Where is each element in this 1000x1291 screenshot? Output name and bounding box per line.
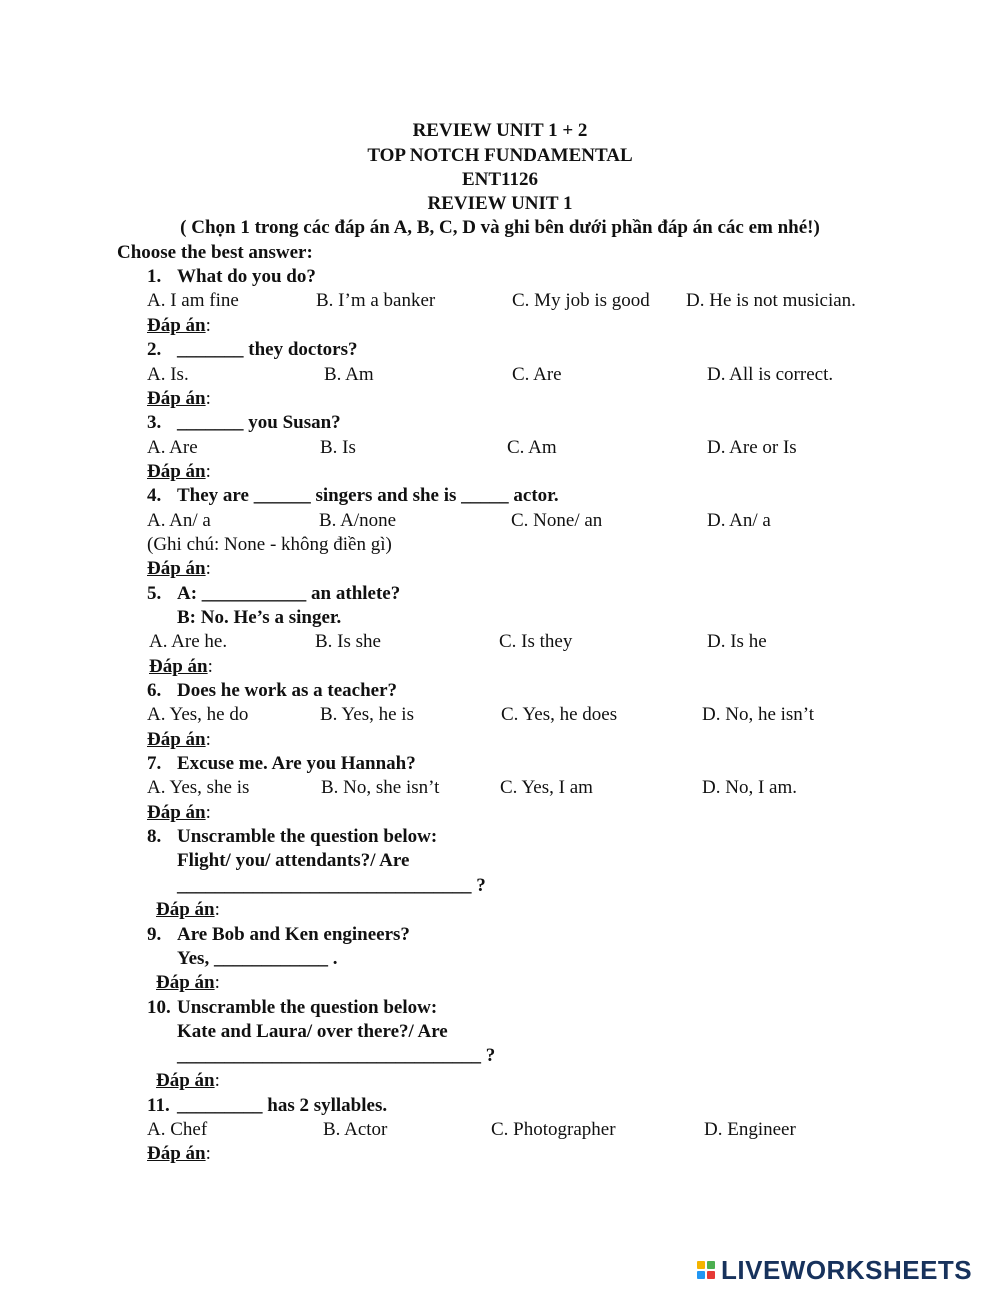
option-c: C. Yes, he does xyxy=(501,704,618,725)
answer-row xyxy=(147,803,211,822)
option-d: D. Are or Is xyxy=(707,437,797,458)
answer-row xyxy=(147,462,211,481)
option-d: D. He is not musician. xyxy=(686,290,856,311)
answer-colon: : xyxy=(214,1070,220,1091)
answer-label: Đáp án xyxy=(156,899,215,920)
answer-colon: : xyxy=(205,315,211,336)
question-number: 6. xyxy=(147,680,162,701)
option-c: C. Am xyxy=(507,437,557,458)
question-text: Does he work as a teacher? xyxy=(177,680,398,701)
answer-row xyxy=(147,389,211,408)
answer-label: Đáp án xyxy=(147,558,206,579)
question-text: _______ you Susan? xyxy=(177,412,341,433)
title-review-unit-1-2: REVIEW UNIT 1 + 2 xyxy=(412,120,588,141)
question-number: 1. xyxy=(147,266,162,287)
answer-colon: : xyxy=(214,899,220,920)
answer-label: Đáp án xyxy=(147,1143,206,1164)
question-number: 4. xyxy=(147,485,162,506)
answer-row xyxy=(149,657,213,676)
question-text: Are Bob and Ken engineers? xyxy=(177,924,410,945)
answer-blank-line: _______________________________ ? xyxy=(177,875,486,896)
choose-best-answer: Choose the best answer: xyxy=(117,242,313,263)
option-c: C. My job is good xyxy=(512,290,650,311)
option-c: C. Are xyxy=(512,364,562,385)
option-d: D. All is correct. xyxy=(707,364,834,385)
question-number: 3. xyxy=(147,412,162,433)
option-b: B. Am xyxy=(324,364,374,385)
option-a: A. I am fine xyxy=(147,290,239,311)
title-review-unit-1: REVIEW UNIT 1 xyxy=(427,193,573,214)
option-a: A. Yes, he do xyxy=(147,704,249,725)
logo-text: LIVEWORKSHEETS xyxy=(721,1254,973,1285)
question-number: 5. xyxy=(147,583,162,604)
question-number: 2. xyxy=(147,339,162,360)
question-text: A: ___________ an athlete? xyxy=(177,583,401,604)
answer-colon: : xyxy=(205,558,211,579)
answer-row xyxy=(147,559,211,578)
option-d: D. No, he isn’t xyxy=(702,704,815,725)
answer-colon: : xyxy=(205,461,211,482)
logo-block xyxy=(697,1261,705,1269)
option-c: C. Is they xyxy=(499,631,573,652)
answer-label: Đáp án xyxy=(156,972,215,993)
option-c: C. Photographer xyxy=(491,1119,616,1140)
option-b: B. Actor xyxy=(323,1119,388,1140)
note-text: (Ghi chú: None - không điền gì) xyxy=(147,534,392,555)
question-text: _______ they doctors? xyxy=(177,339,358,360)
question-text: What do you do? xyxy=(177,266,316,287)
answer-row xyxy=(147,316,211,335)
question-number: 7. xyxy=(147,753,162,774)
answer-blank-line: ________________________________ ? xyxy=(177,1045,496,1066)
answer-colon: : xyxy=(207,656,213,677)
answer-label: Đáp án xyxy=(147,802,206,823)
answer-row xyxy=(156,900,220,919)
option-a: A. Yes, she is xyxy=(147,777,250,798)
question-text: Excuse me. Are you Hannah? xyxy=(177,753,416,774)
question-text-line2: Flight/ you/ attendants?/ Are xyxy=(177,850,410,871)
answer-row xyxy=(156,1071,220,1090)
option-d: D. An/ a xyxy=(707,510,771,531)
option-d: D. Engineer xyxy=(704,1119,796,1140)
answer-row xyxy=(147,1144,211,1163)
option-a: A. Are he. xyxy=(149,631,228,652)
option-a: A. Chef xyxy=(147,1119,208,1140)
question-number: 11. xyxy=(147,1095,170,1116)
question-text: They are ______ singers and she is _____ actor. xyxy=(177,485,559,506)
question-text-line2: Yes, ____________ . xyxy=(177,948,338,969)
answer-colon: : xyxy=(205,802,211,823)
answer-label: Đáp án xyxy=(147,315,206,336)
option-b: B. Is she xyxy=(315,631,381,652)
question-text-line2: Kate and Laura/ over there?/ Are xyxy=(177,1021,448,1042)
option-b: B. Is xyxy=(320,437,356,458)
option-a: A. An/ a xyxy=(147,510,211,531)
option-b: B. I’m a banker xyxy=(316,290,436,311)
logo-block xyxy=(707,1271,715,1279)
answer-colon: : xyxy=(205,1143,211,1164)
title-course-code: ENT1126 xyxy=(461,169,539,190)
question-text: Unscramble the question below: xyxy=(177,997,438,1018)
option-d: D. No, I am. xyxy=(702,777,797,798)
answer-colon: : xyxy=(214,972,220,993)
option-b: B. A/none xyxy=(319,510,397,531)
logo-block xyxy=(707,1261,715,1269)
answer-row xyxy=(147,730,211,749)
logo-block xyxy=(697,1271,705,1279)
option-c: C. Yes, I am xyxy=(500,777,593,798)
question-text: Unscramble the question below: xyxy=(177,826,438,847)
logo-blocks-icon xyxy=(697,1261,715,1279)
answer-colon: : xyxy=(205,729,211,750)
option-a: A. Are xyxy=(147,437,198,458)
option-c: C. None/ an xyxy=(511,510,603,531)
question-number: 9. xyxy=(147,924,162,945)
question-text-line2: B: No. He’s a singer. xyxy=(177,607,342,628)
option-b: B. No, she isn’t xyxy=(321,777,440,798)
question-number: 8. xyxy=(147,826,162,847)
answer-label: Đáp án xyxy=(147,388,206,409)
answer-label: Đáp án xyxy=(156,1070,215,1091)
option-d: D. Is he xyxy=(707,631,767,652)
option-b: B. Yes, he is xyxy=(320,704,414,725)
answer-row xyxy=(156,973,220,992)
answer-label: Đáp án xyxy=(147,461,206,482)
liveworksheets-logo xyxy=(697,1255,972,1285)
question-number: 10. xyxy=(147,997,171,1018)
title-top-notch: TOP NOTCH FUNDAMENTAL xyxy=(367,145,633,166)
answer-label: Đáp án xyxy=(149,656,208,677)
instruction-text: ( Chọn 1 trong các đáp án A, B, C, D và ghi bên dưới phần đáp án các em nhé!) xyxy=(180,217,820,238)
question-text: _________ has 2 syllables. xyxy=(177,1095,388,1116)
answer-label: Đáp án xyxy=(147,729,206,750)
option-a: A. Is. xyxy=(147,364,189,385)
answer-colon: : xyxy=(205,388,211,409)
